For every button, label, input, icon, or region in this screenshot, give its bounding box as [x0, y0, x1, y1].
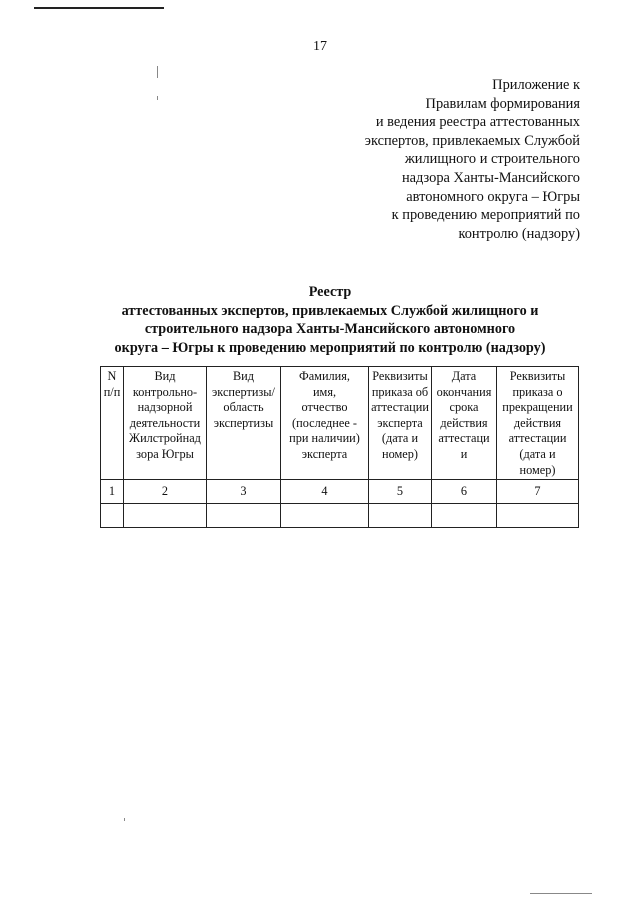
empty-cell	[281, 504, 369, 528]
column-number-row	[101, 480, 579, 504]
header-cell-expiry-date: Дата окончания срока действия аттестаци и	[432, 367, 497, 480]
empty-cell	[207, 504, 281, 528]
scan-speck	[530, 893, 592, 894]
register-subtitle-line: строительного надзора Ханты-Мансийского автономного	[144, 321, 516, 338]
appendix-line: контролю (надзору)	[458, 225, 580, 242]
table-header-row	[101, 367, 579, 480]
register-title	[90, 283, 570, 357]
column-number-cell: 3	[207, 480, 281, 504]
column-number-cell: 1	[101, 480, 124, 504]
column-number-cell: 6	[432, 480, 497, 504]
appendix-line: и ведения реестра аттестованных	[375, 114, 580, 131]
appendix-line: жилищного и строительного	[404, 151, 580, 168]
appendix-note	[250, 76, 580, 243]
register-subtitle-line: аттестованных экспертов, привлекаемых Службой жилищного и	[121, 302, 539, 319]
appendix-line: экспертов, привлекаемых Службой	[364, 132, 580, 149]
column-number-cell: 4	[281, 480, 369, 504]
empty-cell	[497, 504, 579, 528]
register-heading: Реестр	[308, 284, 352, 300]
register-table	[100, 366, 579, 528]
column-number-cell: 2	[124, 480, 207, 504]
header-cell-number: N п/п	[101, 367, 124, 480]
header-cell-expertise-type: Вид экспертизы/ область экспертизы	[207, 367, 281, 480]
scan-speck	[157, 66, 158, 78]
empty-cell	[124, 504, 207, 528]
appendix-line: автономного округа – Югры	[406, 188, 580, 205]
header-cell-attestation-order: Реквизиты приказа об аттестации эксперта (дата и номер)	[369, 367, 432, 480]
empty-cell	[101, 504, 124, 528]
page-number: 17	[313, 39, 327, 54]
column-number-cell: 5	[369, 480, 432, 504]
appendix-line: к проведению мероприятий по	[391, 207, 580, 224]
appendix-line: Приложение к	[492, 77, 580, 93]
column-number-cell: 7	[497, 480, 579, 504]
scan-speck	[157, 96, 158, 100]
empty-cell	[369, 504, 432, 528]
header-cell-termination-order: Реквизиты приказа о прекращении действия аттестации (дата и номер)	[497, 367, 579, 480]
register-subtitle-line: округа – Югры к проведению мероприятий по контролю (надзору)	[114, 339, 546, 356]
scan-speck	[124, 818, 125, 821]
header-cell-activity-type: Вид контрольно- надзорной деятельности Жилстройнад зора Югры	[124, 367, 207, 480]
appendix-line: Правилам формирования	[425, 95, 580, 112]
empty-cell	[432, 504, 497, 528]
header-cell-expert-name: Фамилия, имя, отчество (последнее - при наличии) эксперта	[281, 367, 369, 480]
appendix-line: надзора Ханты-Мансийского	[401, 169, 580, 186]
top-edge-rule	[34, 7, 164, 9]
empty-table-row	[101, 504, 579, 528]
